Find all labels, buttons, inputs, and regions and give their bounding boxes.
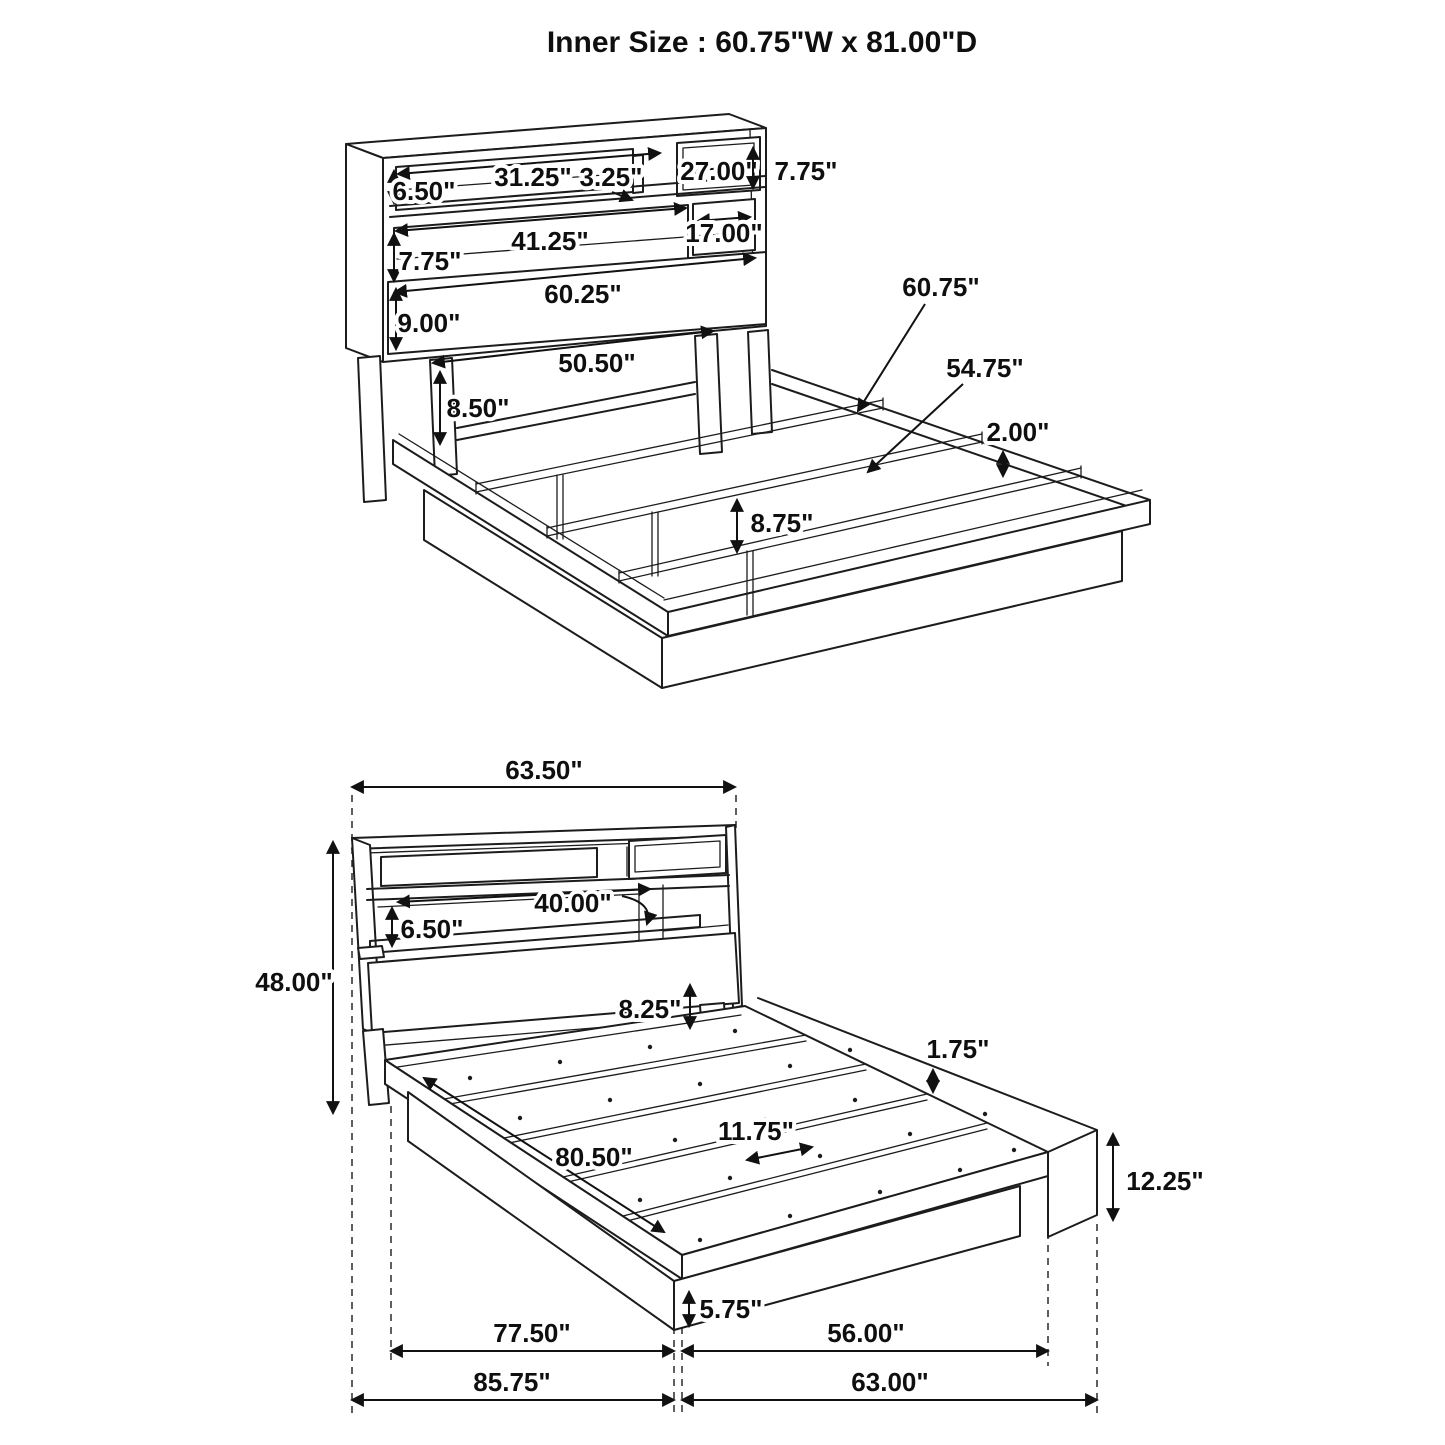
dim-right-compartment-height: 7.75" [774, 156, 838, 186]
dim-base-width: 56.00" [827, 1318, 905, 1348]
dim-rail-height: 2.00" [986, 417, 1050, 447]
dim-overall-length: 85.75" [473, 1367, 551, 1397]
dim-shelf-opening-width: 40.00" [534, 888, 612, 918]
dim-frame-height: 12.25" [1126, 1166, 1204, 1196]
dim-clearance-height: 8.25" [618, 994, 682, 1024]
dim-rail-thickness: 1.75" [926, 1034, 990, 1064]
dim-headboard-height: 48.00" [255, 967, 333, 997]
dim-shelf1-height: 6.50" [392, 176, 456, 206]
dim-rail-length: 60.75" [902, 272, 980, 302]
dim-door-height: 6.50" [400, 914, 464, 944]
dim-deck-length: 80.50" [555, 1142, 633, 1172]
dim-cubby-width: 17.00" [685, 218, 763, 248]
front-view-diagram [255, 755, 1203, 1415]
dim-slat-length: 54.75" [946, 353, 1024, 383]
dim-support-height: 8.75" [750, 508, 814, 538]
dim-leg-span: 50.50" [558, 348, 636, 378]
dim-overall-width: 63.00" [851, 1367, 929, 1397]
dim-headboard-width: 63.50" [505, 755, 583, 785]
dim-shelf2-width: 41.25" [511, 226, 589, 256]
page-title: Inner Size : 60.75"W x 81.00"D [546, 26, 978, 59]
dim-front-panel-height: 9.00" [397, 308, 461, 338]
dim-base-length: 77.50" [493, 1318, 571, 1348]
dim-divider-width: 3.25" [579, 162, 643, 192]
dim-shelf1-width: 31.25" [494, 162, 572, 192]
platform-deck [385, 998, 1097, 1330]
dim-front-panel-width: 60.25" [544, 279, 622, 309]
dim-leg-height: 8.50" [446, 393, 510, 423]
dim-right-compartment-width: 27.00" [680, 156, 758, 186]
perspective-view-diagram [346, 114, 1150, 688]
dim-slat-spacing: 11.75" [718, 1116, 794, 1146]
dim-plinth-height: 5.75" [699, 1294, 763, 1324]
dim-shelf2-height: 7.75" [398, 246, 462, 276]
